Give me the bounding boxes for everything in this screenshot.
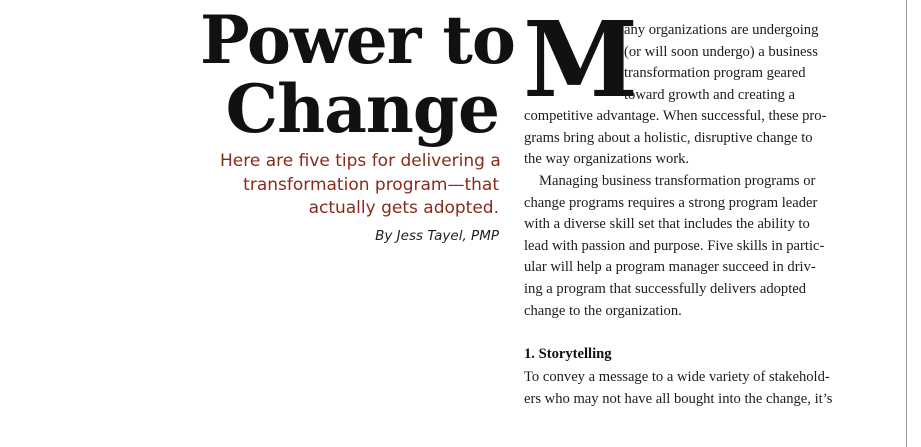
text-line: with a diverse skill set that includes the ability to bbox=[524, 216, 810, 233]
deck-line-1: Here are five tips for delivering a bbox=[220, 151, 501, 171]
article-deck bbox=[220, 150, 499, 221]
author-byline: By Jess Tayel, PMP bbox=[375, 228, 499, 244]
paragraph-2 bbox=[524, 171, 824, 322]
text-line: change to the organization. bbox=[524, 302, 682, 319]
deck-line-2: transformation program—that bbox=[243, 174, 499, 195]
text-line: ers who may not have all bought into the change, it’s bbox=[524, 390, 833, 407]
text-line: Managing business transformation programs or bbox=[539, 173, 816, 189]
text-line: change programs requires a strong program leader bbox=[524, 194, 818, 211]
text-line: ing a program that successfully delivers adopted bbox=[524, 280, 807, 297]
text-line: (or will soon undergo) a business bbox=[624, 43, 818, 60]
section-heading: 1. Storytelling bbox=[524, 346, 612, 362]
headline-line-1: Power to bbox=[200, 1, 515, 79]
text-line: competitive advantage. When successful, these pro- bbox=[524, 108, 827, 124]
text-line: toward growth and creating a bbox=[624, 86, 796, 103]
page-edge bbox=[906, 0, 921, 447]
text-line: the way organizations work. bbox=[524, 151, 690, 168]
drop-cap: M bbox=[523, 0, 635, 121]
headline-line-2: Change bbox=[225, 70, 499, 148]
text-line: transformation program geared bbox=[624, 65, 806, 82]
text-line: any organizations are undergoing bbox=[624, 22, 819, 38]
paragraph-1-wrapped bbox=[624, 20, 818, 106]
text-line: ular will help a program manager succeed in driv- bbox=[524, 259, 816, 276]
text-line: lead with passion and purpose. Five skills in partic- bbox=[524, 237, 825, 254]
text-line: grams bring about a holistic, disruptive change to bbox=[524, 129, 813, 146]
paragraph-3 bbox=[524, 367, 832, 410]
deck-line-3: actually gets adopted. bbox=[308, 198, 499, 218]
paragraph-1-continued bbox=[524, 106, 826, 171]
text-line: To convey a message to a wide variety of stakehold- bbox=[524, 369, 830, 385]
article-headline bbox=[200, 1, 515, 148]
